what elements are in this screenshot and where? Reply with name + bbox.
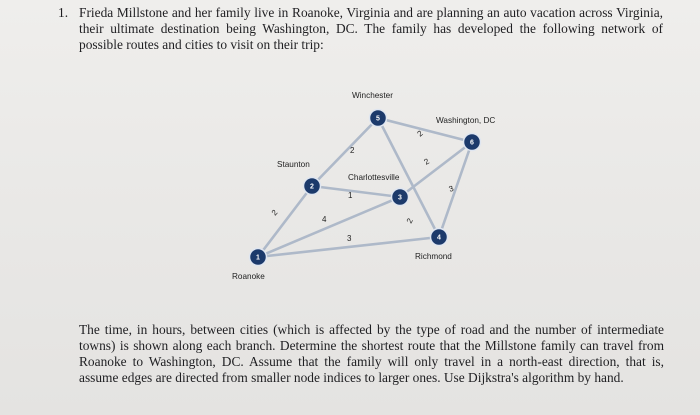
node-3-id: 3 — [398, 194, 402, 202]
city-label-staunton: Staunton — [277, 160, 310, 169]
edge-weight-1-4: 3 — [347, 234, 352, 243]
edge-2-3 — [310, 183, 400, 197]
city-label-winchester: Winchester — [352, 91, 393, 100]
problem-intro-text: Frieda Millstone and her family live in Roanoke, Virginia and are planning an auto vacation across Virginia, their ultimate destination being Washington, DC. The family has developed the following network of possible routes and cities to visit on their trip: — [79, 5, 663, 52]
edge-weight-2-5: 2 — [350, 146, 355, 155]
node-2-id: 2 — [310, 183, 314, 191]
edge-weight-5-6: 2 — [415, 128, 425, 139]
node-4-id: 4 — [437, 234, 441, 242]
node-1-id: 1 — [256, 254, 260, 262]
problem-body-text: The time, in hours, between cities (which is affected by the type of road and the number of intermediate towns) is shown along each branch. Determine the shortest route that the Millstone family can travel from Roanoke to Washington, DC. Assume that the family will only travel in a north-east direction, that is, assume edges are directed from smaller node indices to larger ones. Use Dijkstra's algorithm by hand. — [79, 322, 664, 385]
edge-weight-2-3: 1 — [348, 191, 353, 200]
node-5-id: 5 — [376, 115, 380, 123]
city-label-washington-dc: Washington, DC — [436, 116, 496, 125]
edge-4-6 — [439, 139, 474, 237]
node-6-id: 6 — [470, 139, 474, 147]
city-label-charlottesville: Charlottesville — [348, 173, 400, 182]
problem-number: 1. — [58, 5, 69, 20]
city-label-richmond: Richmond — [415, 252, 452, 261]
edge-weight-1-2: 2 — [269, 208, 280, 218]
edge-weight-3-6: 2 — [422, 156, 431, 167]
city-label-roanoke: Roanoke — [232, 272, 265, 281]
edge-weight-5-4: 2 — [404, 216, 415, 225]
edge-weight-4-6: 3 — [447, 183, 455, 194]
edge-weight-1-3: 4 — [322, 215, 327, 224]
